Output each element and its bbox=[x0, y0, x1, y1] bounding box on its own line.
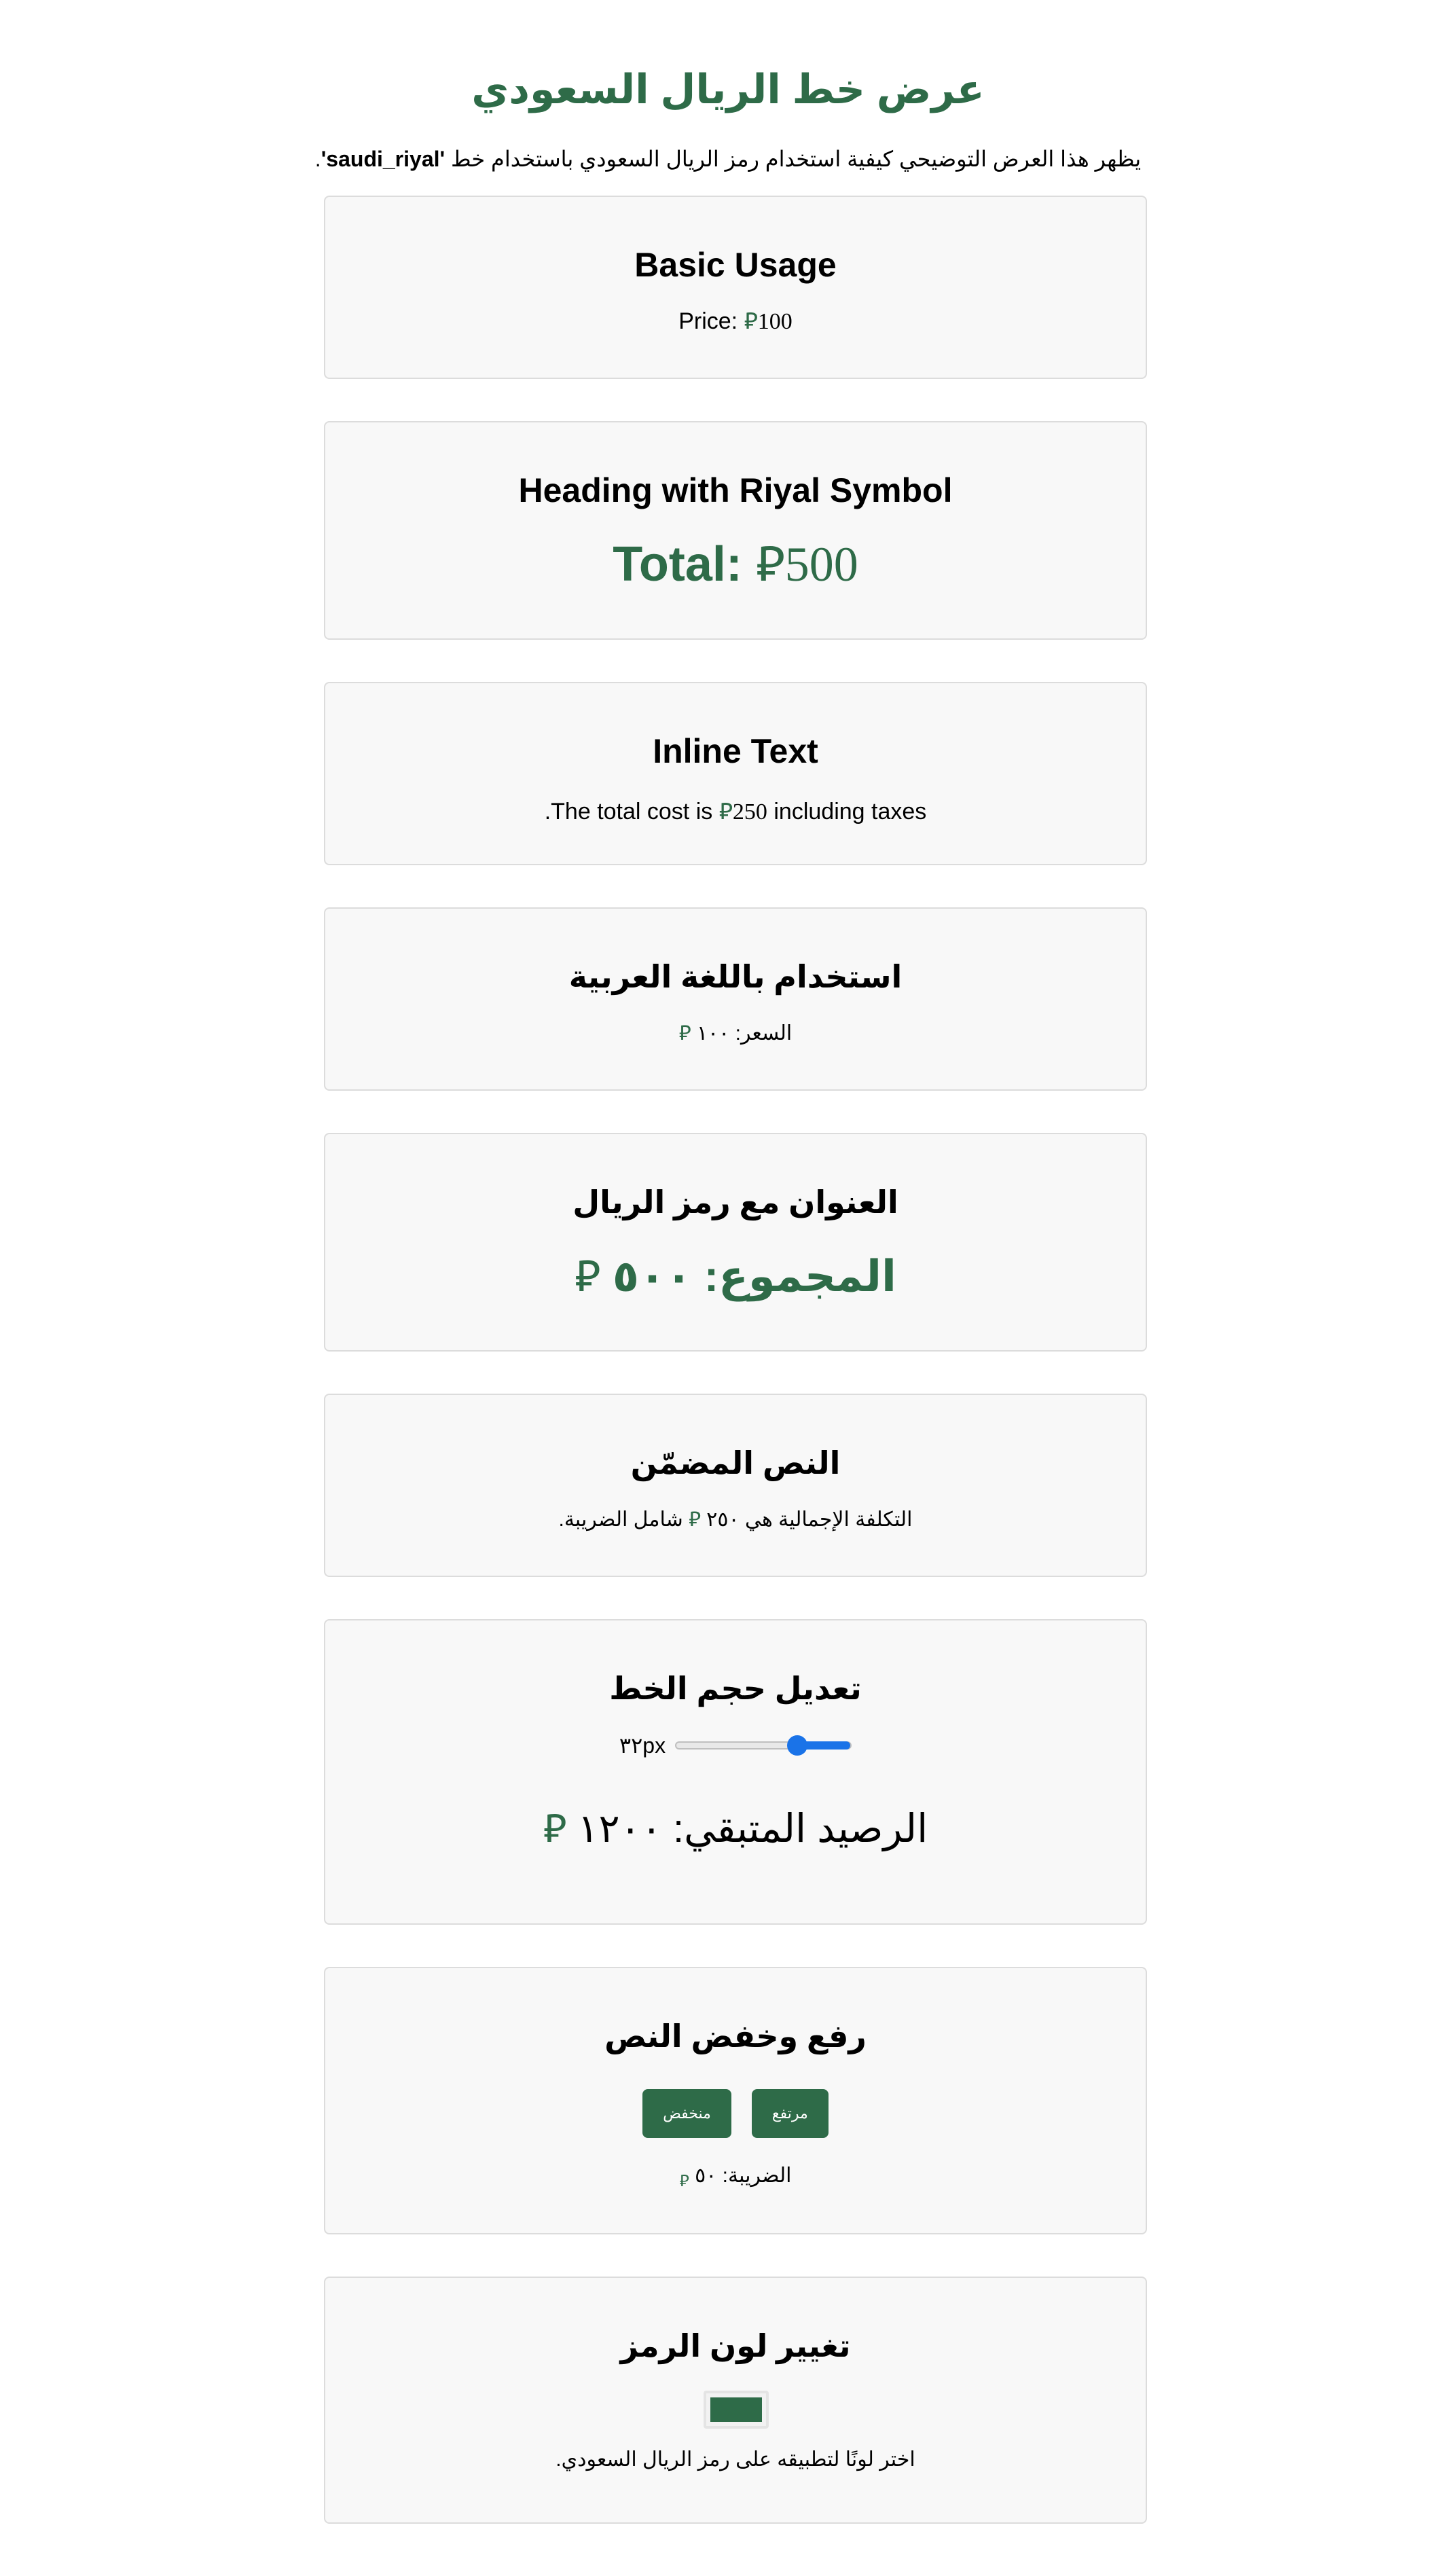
riyal-symbol-icon: ⃁ bbox=[689, 1508, 701, 1531]
arabic-price-label: السعر: bbox=[735, 1022, 793, 1045]
balance-amount: ١٢٠٠ bbox=[577, 1807, 662, 1851]
card-symbol-color bbox=[324, 2277, 1147, 2524]
color-hint: اختر لونًا لتطبيقه على رمز الريال السعودي. bbox=[556, 2448, 915, 2471]
intro-font-name: 'saudi_riyal' bbox=[321, 147, 445, 171]
inline-line bbox=[325, 796, 1146, 828]
color-picker[interactable] bbox=[704, 2391, 769, 2429]
card-inline-text bbox=[324, 682, 1147, 865]
total-line bbox=[325, 531, 1146, 597]
riyal-symbol-icon: ⃁ bbox=[575, 1252, 601, 1302]
riyal-symbol-icon: ⃁ bbox=[679, 2171, 689, 2190]
arabic-total-line bbox=[325, 1246, 1146, 1307]
arabic-price-amount: ١٠٠ bbox=[696, 1022, 730, 1045]
card-title: Inline Text bbox=[653, 732, 818, 770]
riyal-symbol-icon: ⃁ bbox=[755, 535, 785, 592]
arabic-inline-amount: ٢٥٠ bbox=[706, 1508, 740, 1531]
card-title: تغيير لون الرمز bbox=[620, 2328, 851, 2363]
card-title: Basic Usage bbox=[634, 246, 837, 284]
intro-suffix: . bbox=[314, 147, 321, 171]
font-size-slider[interactable] bbox=[675, 1741, 852, 1750]
raise-button[interactable]: مرتفع bbox=[752, 2089, 829, 2138]
tax-label: الضريبة: bbox=[722, 2164, 792, 2187]
slider-value: ٣٢px bbox=[619, 1733, 666, 1758]
tax-amount: ٥٠ bbox=[695, 2164, 717, 2187]
balance-label: الرصيد المتبقي: bbox=[673, 1807, 928, 1851]
card-title: رفع وخفض النص bbox=[604, 2018, 867, 2054]
card-title: تعديل حجم الخط bbox=[609, 1671, 862, 1706]
riyal-symbol-icon: ⃁ bbox=[543, 1805, 567, 1851]
total-label: Total: bbox=[613, 537, 742, 592]
card-title: النص المضمّن bbox=[630, 1445, 841, 1481]
arabic-inline-line bbox=[325, 1505, 1146, 1535]
arabic-total-label: المجموع: bbox=[704, 1252, 896, 1301]
total-amount: 500 bbox=[784, 537, 858, 592]
card-arabic-heading bbox=[324, 1133, 1147, 1352]
raise-lower-buttons bbox=[325, 2089, 1146, 2138]
inline-amount: 250 bbox=[732, 799, 767, 824]
card-heading-riyal bbox=[324, 421, 1147, 640]
card-title: Heading with Riyal Symbol bbox=[518, 471, 953, 509]
price-label: Price: bbox=[678, 308, 738, 334]
color-swatch bbox=[710, 2397, 762, 2422]
arabic-inline-prefix: التكلفة الإجمالية هي bbox=[744, 1508, 913, 1531]
price-amount: 100 bbox=[757, 309, 793, 334]
card-basic-usage bbox=[324, 196, 1147, 379]
card-arabic-inline bbox=[324, 1394, 1147, 1577]
riyal-symbol-icon: ⃁ bbox=[718, 798, 733, 825]
card-font-size bbox=[324, 1619, 1147, 1925]
riyal-symbol-icon: ⃁ bbox=[678, 1021, 691, 1045]
arabic-price-line bbox=[325, 1019, 1146, 1049]
card-arabic-usage bbox=[324, 907, 1147, 1091]
card-title: العنوان مع رمز الريال bbox=[572, 1184, 898, 1220]
card-title: استخدام باللغة العربية bbox=[568, 959, 903, 994]
intro-prefix: يظهر هذا العرض التوضيحي كيفية استخدام رمز الريال السعودي باستخدام خط bbox=[445, 147, 1142, 171]
arabic-inline-suffix: شامل الضريبة. bbox=[558, 1508, 683, 1531]
page-title: عرض خط الريال السعودي bbox=[471, 67, 985, 112]
font-size-control bbox=[325, 1730, 1146, 1760]
inline-prefix: The total cost is bbox=[551, 799, 713, 824]
lower-button[interactable]: منخفض bbox=[642, 2089, 731, 2138]
intro-text bbox=[0, 144, 1456, 174]
inline-period: . bbox=[544, 799, 551, 824]
price-line bbox=[325, 306, 1146, 338]
arabic-total-amount: ٥٠٠ bbox=[612, 1252, 693, 1301]
riyal-symbol-icon: ⃁ bbox=[744, 308, 758, 335]
inline-suffix: including taxes bbox=[774, 799, 927, 824]
balance-line bbox=[325, 1801, 1146, 1856]
card-raise-lower bbox=[324, 1967, 1147, 2234]
slider-thumb[interactable] bbox=[787, 1735, 807, 1756]
tax-line bbox=[325, 2161, 1146, 2196]
